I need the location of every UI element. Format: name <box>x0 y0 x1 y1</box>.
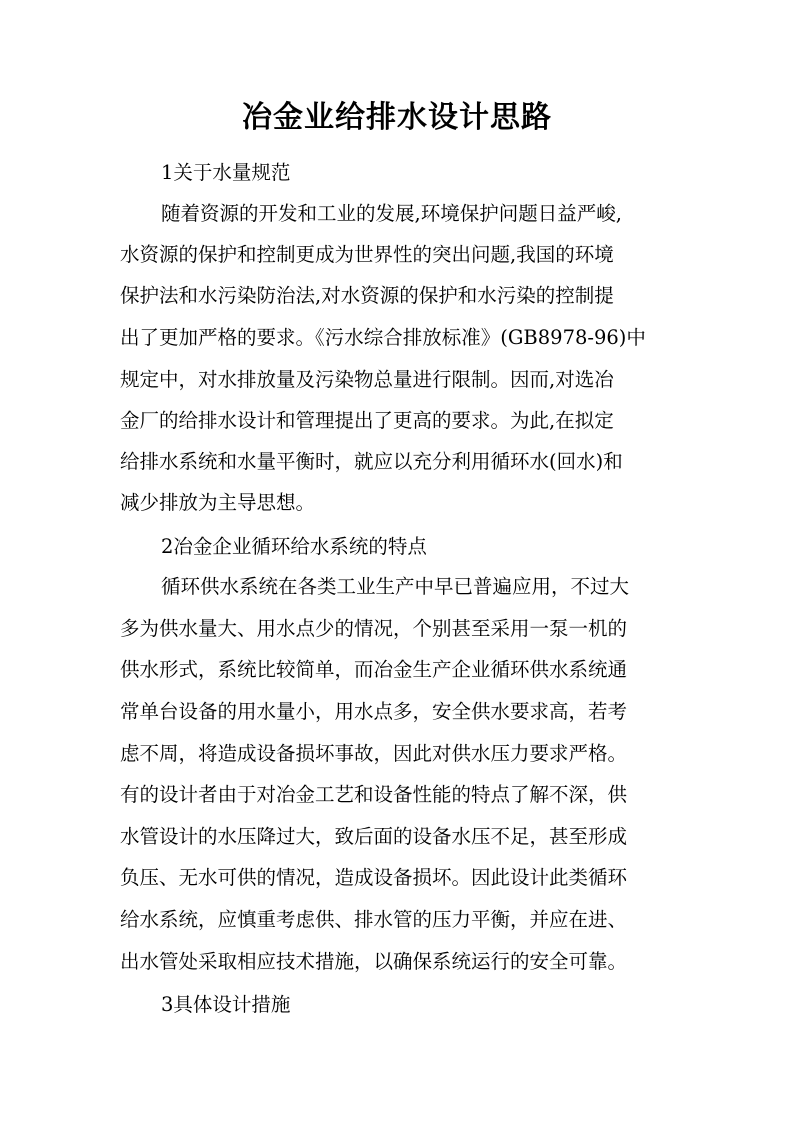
paragraph-line: 循环供水系统在各类工业生产中早已普遍应用，不过大 <box>161 575 630 598</box>
paragraph-line: 水管设计的水压降过大，致后面的设备水压不足，甚至形成 <box>120 825 628 848</box>
paragraph-line: 金厂的给排水设计和管理提出了更高的要求。为此,在拟定 <box>120 409 614 432</box>
paragraph-line: 虑不周，将造成设备损坏事故，因此对供水压力要求严格。 <box>120 742 628 765</box>
paragraph-line: 随着资源的开发和工业的发展,环境保护问题日益严峻, <box>161 202 622 225</box>
document-title: 冶金业给排水设计思路 <box>242 100 552 135</box>
paragraph-line: 保护法和水污染防治法,对水资源的保护和水污染的控制提 <box>120 284 614 307</box>
paragraph-line: 减少排放为主导思想。 <box>120 491 316 514</box>
section-heading-2: 2冶金企业循环给水系统的特点 <box>161 535 427 558</box>
paragraph-line: 供水形式，系统比较简单，而冶金生产企业循环供水系统通 <box>120 658 628 681</box>
paragraph-line: 负压、无水可供的情况，造成设备损坏。因此设计此类循环 <box>120 866 628 889</box>
paragraph-line: 出了更加严格的要求。《污水综合排放标准》(GB8978-96)中 <box>120 326 646 349</box>
paragraph-line: 给水系统，应慎重考虑供、排水管的压力平衡，并应在进、 <box>120 908 628 931</box>
paragraph-line: 规定中，对水排放量及污染物总量进行限制。因而,对选冶 <box>120 368 614 391</box>
section-heading-3: 3具体设计措施 <box>161 993 291 1016</box>
paragraph-line: 水资源的保护和控制更成为世界性的突出问题,我国的环境 <box>120 243 614 266</box>
paragraph-line: 出水管处采取相应技术措施，以确保系统运行的安全可靠。 <box>120 950 628 973</box>
paragraph-line: 有的设计者由于对冶金工艺和设备性能的特点了解不深，供 <box>120 783 628 806</box>
paragraph-line: 给排水系统和水量平衡时，就应以充分利用循环水(回水)和 <box>120 450 623 473</box>
section-heading-1: 1关于水量规范 <box>161 161 291 184</box>
paragraph-line: 常单台设备的用水量小，用水点多，安全供水要求高，若考 <box>120 700 628 723</box>
paragraph-line: 多为供水量大、用水点少的情况，个别甚至采用一泵一机的 <box>120 617 628 640</box>
